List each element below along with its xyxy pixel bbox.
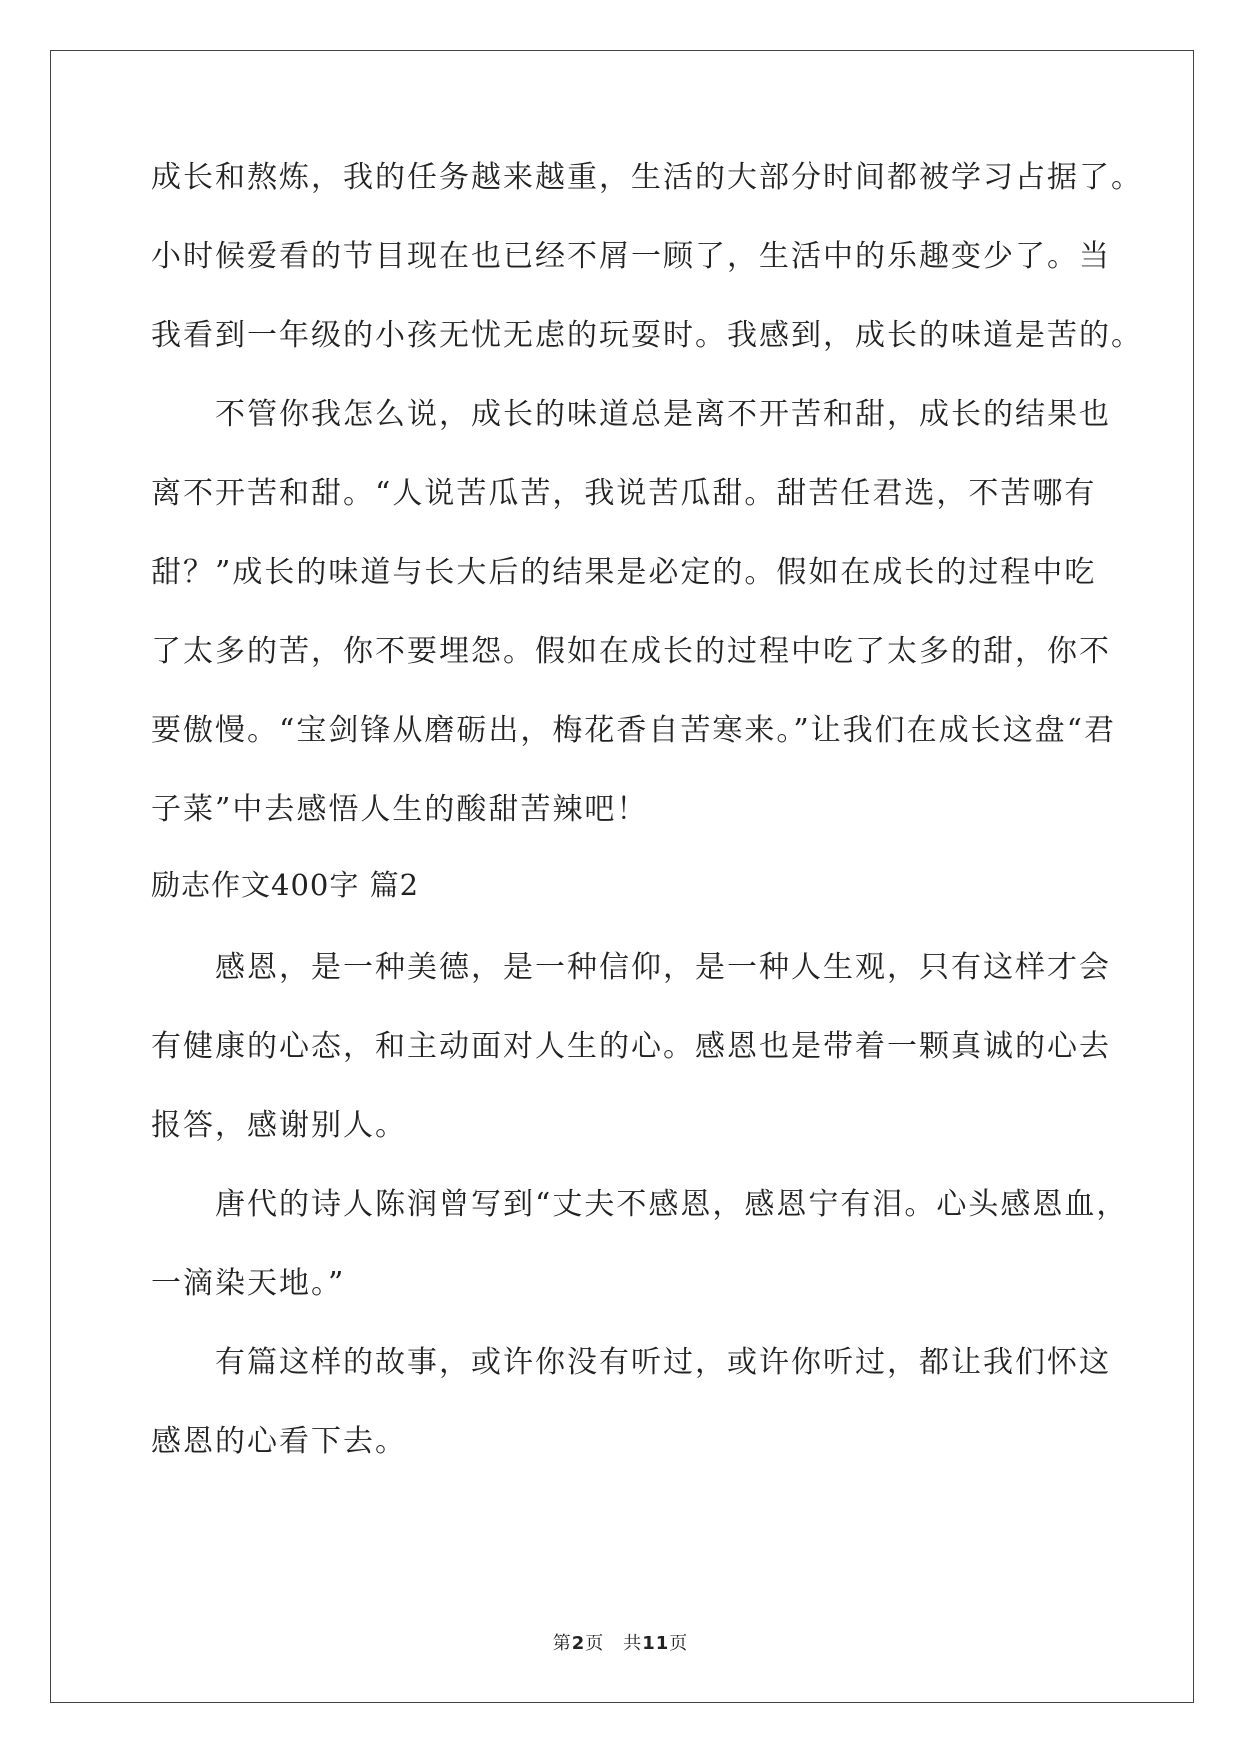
body-line: 子菜”中去感悟人生的酸甜苦辣吧！ <box>151 792 649 827</box>
section-heading: 励志作文400字 篇2 <box>151 868 420 902</box>
body-line: 甜？”成长的味道与长大后的结果是必定的。假如在成长的过程中吃 <box>151 555 1097 590</box>
body-line: 我看到一年级的小孩无忧无虑的玩耍时。我感到，成长的味道是苦的。 <box>151 318 1143 353</box>
footer-middle: 页 共 <box>585 1633 643 1654</box>
body-line: 报答，感谢别人。 <box>151 1108 407 1143</box>
footer-total-pages: 11 <box>642 1633 670 1654</box>
body-line: 了太多的苦，你不要埋怨。假如在成长的过程中吃了太多的甜，你不 <box>151 634 1111 669</box>
footer-prefix: 第 <box>552 1633 572 1654</box>
body-line: 不管你我怎么说，成长的味道总是离不开苦和甜，成长的结果也 <box>151 397 1111 432</box>
body-line: 有健康的心态，和主动面对人生的心。感恩也是带着一颗真诚的心去 <box>151 1029 1111 1064</box>
body-line: 要傲慢。“宝剑锋从磨砺出，梅花香自苦寒来。”让我们在成长这盘“君 <box>151 713 1117 748</box>
body-line: 小时候爱看的节目现在也已经不屑一顾了，生活中的乐趣变少了。当 <box>151 239 1111 274</box>
footer-current-page: 2 <box>571 1633 586 1654</box>
body-line: 唐代的诗人陈润曾写到“丈夫不感恩，感恩宁有泪。心头感恩血， <box>151 1187 1129 1222</box>
body-line: 感恩，是一种美德，是一种信仰，是一种人生观，只有这样才会 <box>151 950 1111 985</box>
body-line: 感恩的心看下去。 <box>151 1424 407 1459</box>
page-footer <box>0 1632 1241 1656</box>
body-line: 有篇这样的故事，或许你没有听过，或许你听过，都让我们怀这 <box>151 1345 1111 1380</box>
body-line: 成长和熬炼，我的任务越来越重，生活的大部分时间都被学习占据了。 <box>151 160 1143 195</box>
footer-suffix: 页 <box>669 1633 689 1654</box>
body-line: 离不开苦和甜。“人说苦瓜苦，我说苦瓜甜。甜苦任君选，不苦哪有 <box>151 476 1097 511</box>
body-line: 一滴染天地。” <box>151 1266 346 1301</box>
